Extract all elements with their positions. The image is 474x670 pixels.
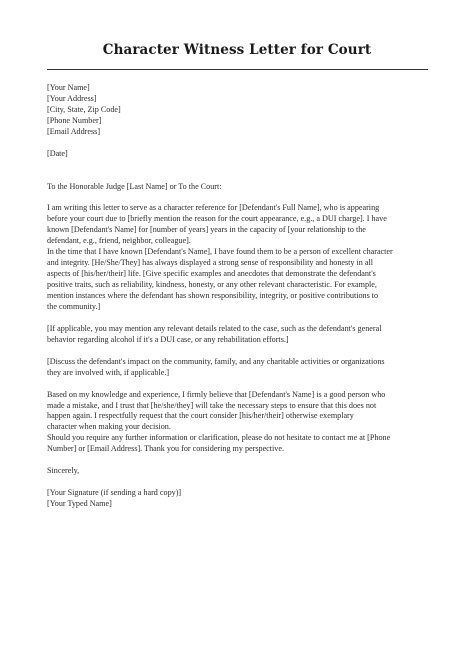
paragraph-line: positive traits, such as reliability, kindness, honesty, or any other relevant characteristic. For example, bbox=[47, 280, 377, 290]
paragraph-line: they are involved with, if applicable.] bbox=[47, 367, 170, 377]
paragraph-line: mention instances where the defendant has shown responsibility, integrity, or positive contributions to bbox=[47, 291, 379, 301]
paragraph-line: In the time that I have known [Defendant's Name], I have found them to be a person of excellent character bbox=[47, 247, 393, 257]
paragraph-line: I am writing this letter to serve as a character reference for [Defendant's Full Name], who is appearing bbox=[47, 203, 380, 213]
sender-email: [Email Address] bbox=[47, 126, 101, 136]
typed-name-line: [Your Typed Name] bbox=[47, 499, 112, 509]
paragraph-line: and integrity. [He/She/They] has always displayed a strong sense of responsibility and honesty in all bbox=[47, 258, 373, 268]
paragraph-line: the community.] bbox=[47, 302, 101, 311]
sender-phone: [Phone Number] bbox=[47, 115, 102, 125]
document-title: Character Witness Letter for Court bbox=[102, 42, 372, 58]
sender-city-state-zip: [City, State, Zip Code] bbox=[47, 104, 121, 114]
paragraph-line: before your court due to [briefly mention the reason for the court appearance, e.g., a DUI charge]. I have bbox=[47, 214, 387, 224]
paragraph-line: made a mistake, and I trust that [he/she/they] will take the necessary steps to ensure that this does not bbox=[47, 400, 377, 410]
paragraph-conclusion bbox=[47, 390, 431, 456]
title-divider bbox=[47, 69, 428, 70]
paragraph-line: Number] or [Email Address]. Thank you for considering my perspective. bbox=[47, 444, 284, 454]
letter-date: [Date] bbox=[47, 148, 68, 158]
paragraph-introduction bbox=[47, 203, 431, 313]
letter-body bbox=[47, 83, 431, 510]
paragraph-community-impact bbox=[47, 357, 431, 379]
paragraph-line: [Discuss the defendant's impact on the community, family, and any charitable activities or organizations bbox=[47, 356, 385, 366]
sender-address: [Your Address] bbox=[47, 93, 97, 103]
paragraph-line: known [Defendant's Name] for [number of years] years in the capacity of [your relationship to the bbox=[47, 225, 366, 235]
paragraph-line: behavior regarding alcohol if it's a DUI case, or any rehabilitation efforts.] bbox=[47, 334, 289, 344]
sender-name: [Your Name] bbox=[47, 83, 90, 92]
signature-block bbox=[47, 488, 431, 510]
signature-line: [Your Signature (if sending a hard copy)] bbox=[47, 488, 182, 498]
paragraph-line: Should you require any further information or clarification, please do not hesitate to contact me at [Phone bbox=[47, 433, 391, 443]
paragraph-line: character when making your decision. bbox=[47, 422, 171, 432]
paragraph-line: [If applicable, you may mention any relevant details related to the case, such as the defendant's general bbox=[47, 323, 382, 333]
paragraph-line: defendant, e.g., friend, neighbor, colleague]. bbox=[47, 236, 191, 246]
salutation: To the Honorable Judge [Last Name] or To the Court: bbox=[47, 181, 222, 191]
paragraph-case-details bbox=[47, 324, 431, 346]
closing: Sincerely, bbox=[47, 466, 80, 476]
paragraph-line: aspects of [his/her/their] life. [Give specific examples and anecdotes that demonstrate the defendant's bbox=[47, 269, 376, 279]
paragraph-line: happen again. I respectfully request that the court consider [his/her/their] otherwise exemplary bbox=[47, 411, 354, 421]
sender-block bbox=[47, 83, 431, 138]
paragraph-line: Based on my knowledge and experience, I firmly believe that [Defendant's Name] is a good person who bbox=[47, 389, 386, 399]
